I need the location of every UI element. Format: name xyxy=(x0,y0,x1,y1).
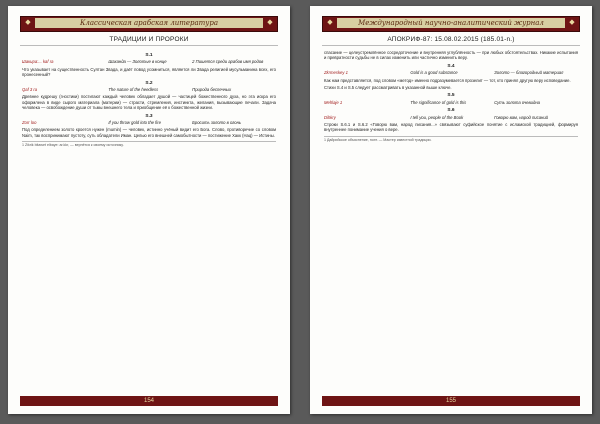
header-bar xyxy=(322,16,580,32)
verse-translit: If you throw gold into the fire xyxy=(108,120,161,126)
page-number: 155 xyxy=(322,396,580,406)
ornament-icon: ◆ xyxy=(267,19,273,26)
ornament-icon: ◆ xyxy=(569,19,575,26)
footnote: 1 Zikrik bitawet elbaye: ar.kkr, — вернётся к своему источнику. xyxy=(22,141,276,148)
page-number: 154 xyxy=(20,396,278,406)
verse-row xyxy=(324,100,578,105)
paragraph: Стихи S.4 и S.5 следует рассматривать в указанной выше ключе. xyxy=(324,85,452,91)
paragraph: Под определением золото кроется нужен (mumin) — человек, истинно учёный видит его Бога. Слово, противоречие со словом Naim, так воспринимают пустоту, суть обладатели Иман. Целью его внешней самобытности — постижение Хакк (Haq) — Истины. xyxy=(22,127,276,138)
paragraph: спасание — целеустремлённое сосредоточение и внутренняя углублённость — при любых обстоятельствах. Никакие испытания и превратности судьбы не в силах изменить или частично изменить веру. xyxy=(324,50,578,61)
page-body xyxy=(22,50,276,388)
verse-arabic: Zkrmeskey 1 xyxy=(324,70,348,76)
header-title: Классическая арабская литература xyxy=(35,18,263,28)
verse-translit: Шаханда — Золотые в конце xyxy=(108,59,167,65)
verse-russian: Бросить золото в огонь xyxy=(192,120,242,126)
paragraph: Строки S.6.1 и S.6.2 «Говорю вам, народ писания...» связывают суфийское понятие с исламской традицией, формируя внутреннее понимание учения о вере. xyxy=(324,122,578,133)
section-label: S.4 xyxy=(447,63,455,69)
paragraph: Как нам представляется, под словом «метод» именно подразумевается прозелит — тот, кто принял другую веру исповедание. xyxy=(324,77,571,83)
page-subtitle: ТРАДИЦИИ И ПРОРОКИ xyxy=(20,34,278,46)
header-bar xyxy=(20,16,278,32)
verse-arabic: Mehlaje 1 xyxy=(324,99,343,105)
ornament-icon: ◆ xyxy=(327,19,333,26)
verse-translit: The significance of gold is this xyxy=(410,99,467,105)
verse-translit: The nature of the heedless xyxy=(108,87,159,93)
left-page xyxy=(8,6,290,414)
section-label: S.3 xyxy=(145,113,153,119)
verse-arabic: Zorr loo xyxy=(22,120,37,126)
verse-arabic: Dihkry xyxy=(324,114,336,120)
paragraph: Древнее кудрешу (гностики) постигают каждый человек обладает душой — частицей божественного духа, но эта искра его оформлена в виде сырого материала (материи) — страсти, стремления, инстинкта, желания, вызывающие печали. Задача человека — освобождение души от тьмы внешнего тела и приобщение её к божественной жизни. xyxy=(22,94,276,111)
verse-row xyxy=(22,59,276,64)
verse-arabic: Шакира:​... kaf ra xyxy=(22,59,54,65)
page-body xyxy=(324,50,578,388)
section-label: S.5 xyxy=(447,93,455,99)
verse-row xyxy=(22,120,276,125)
section-label: S.2 xyxy=(145,80,153,86)
verse-russian: Суть золота очевидна xyxy=(494,99,540,105)
verse-row xyxy=(324,70,578,75)
verse-row xyxy=(22,87,276,92)
paragraph: Что указывает на существенность Султан Звада, и даёт повод усомниться, является ли Звада религией мусульманина всех, его пронесенный? xyxy=(22,66,276,78)
page-subtitle: АПОКРИФ-87: 15.08.02.2015 (185.01-n.) xyxy=(322,34,580,46)
verse-russian: Природа беспечных xyxy=(192,87,232,93)
section-label: S.6 xyxy=(447,108,455,114)
footnote: 1 Дайрийское объяснение, поэт. — Мастер известной традиции. xyxy=(324,136,578,143)
ornament-icon: ◆ xyxy=(25,19,31,26)
header-title: Международный научно-аналитический журнал xyxy=(337,18,565,28)
verse-translit: I tell you, people of the Book xyxy=(410,114,464,120)
verse-russian: Говорю вам, народ писаний xyxy=(494,114,549,120)
verse-row xyxy=(324,115,578,120)
section-label: S.1 xyxy=(145,53,153,58)
verse-translit: Gold is a good substance xyxy=(410,70,458,76)
verse-arabic: Qaf 3 ra xyxy=(22,87,38,93)
right-page xyxy=(310,6,592,414)
verse-russian: Золото — благородный материал xyxy=(494,70,564,76)
verse-russian: 2 Пишется среди арабов имя родов xyxy=(192,59,264,65)
